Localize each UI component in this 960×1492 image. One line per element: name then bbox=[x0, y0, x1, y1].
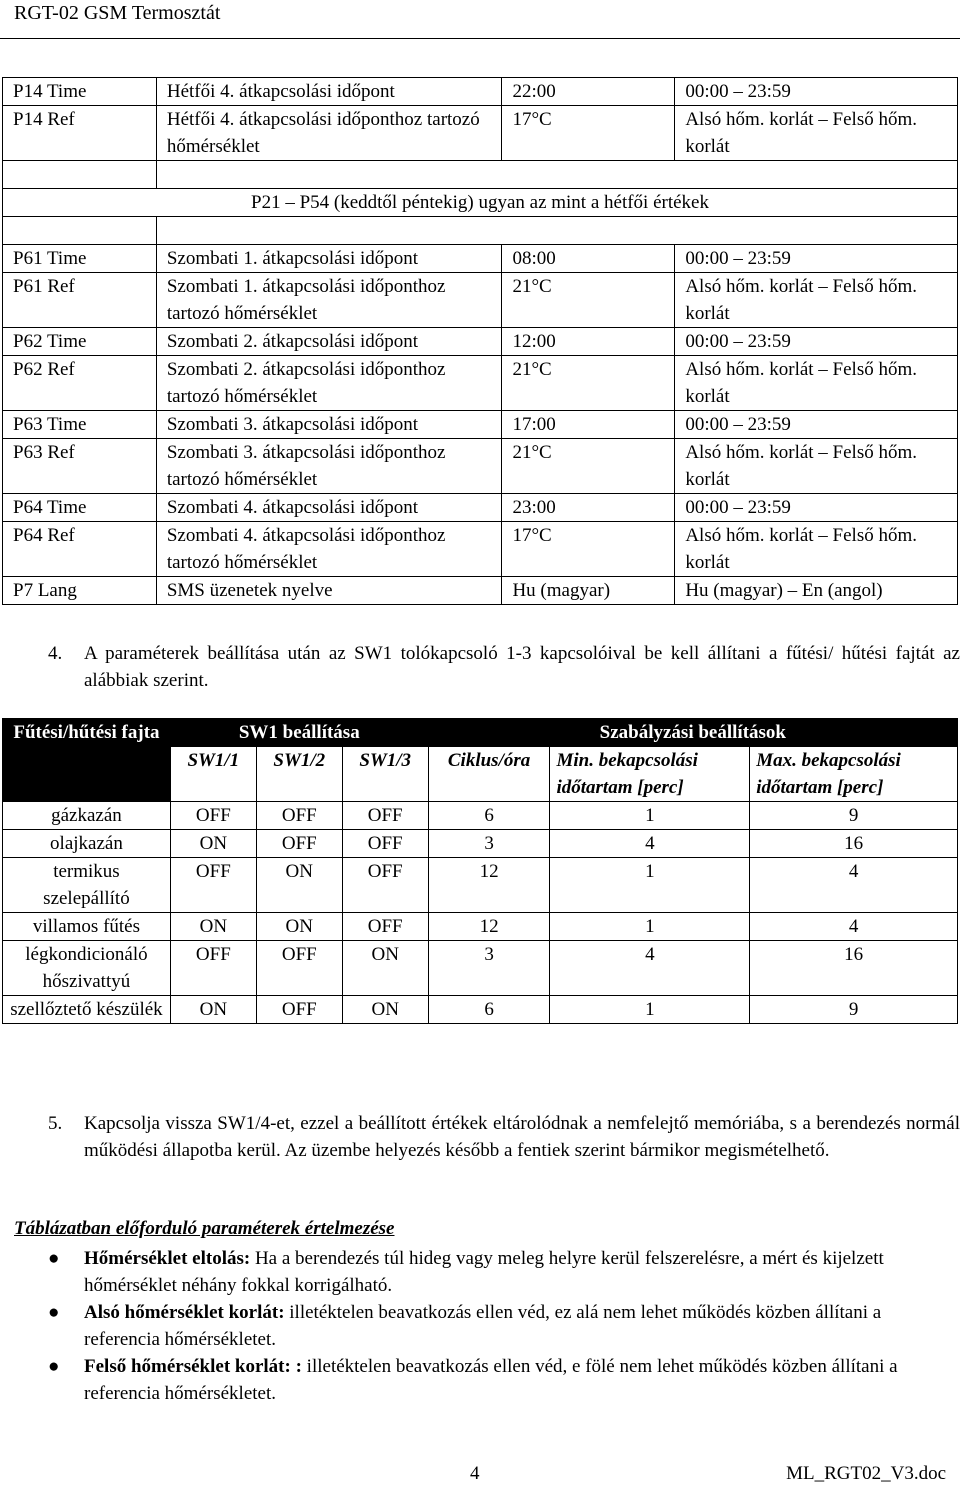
parameter-default: 08:00 bbox=[502, 245, 675, 273]
parameter-code: P14 Ref bbox=[3, 106, 157, 161]
heating-type-name: szellőztető készülék bbox=[3, 996, 171, 1024]
empty-cell bbox=[156, 161, 957, 189]
parameter-description: Szombati 1. átkapcsolási időpont bbox=[156, 245, 502, 273]
sw-value-cell: OFF bbox=[256, 941, 342, 996]
parameter-range: 00:00 – 23:59 bbox=[675, 78, 958, 106]
sw-value-cell: OFF bbox=[342, 913, 428, 941]
parameter-code: P64 Ref bbox=[3, 522, 157, 577]
definition-text: illetéktelen beavatkozás ellen véd, e fölé nem lehet működés közben állítani a referencia hőmérsékletet. bbox=[84, 1356, 898, 1404]
parameter-code: P63 Time bbox=[3, 411, 157, 439]
sw-value-cell: ON bbox=[342, 941, 428, 996]
sw-table-row bbox=[3, 802, 958, 830]
parameter-code: P61 Ref bbox=[3, 273, 157, 328]
parameter-default: 17°C bbox=[502, 522, 675, 577]
header-divider bbox=[0, 38, 960, 39]
parameter-code: P64 Time bbox=[3, 494, 157, 522]
heating-type-name: légkondicionáló hőszivattyú bbox=[3, 941, 171, 996]
sw-value-cell: 1 bbox=[550, 858, 750, 913]
parameter-code: P14 Time bbox=[3, 78, 157, 106]
sw-value-cell: 4 bbox=[550, 830, 750, 858]
parameter-default: 21°C bbox=[502, 439, 675, 494]
parameter-default: 21°C bbox=[502, 356, 675, 411]
parameter-range: Alsó hőm. korlát – Felső hőm. korlát bbox=[675, 522, 958, 577]
parameter-range: Hu (magyar) – En (angol) bbox=[675, 577, 958, 605]
parameter-description: Hétfői 4. átkapcsolási időpont bbox=[156, 78, 502, 106]
sw-value-cell: OFF bbox=[342, 858, 428, 913]
sw-value-cell: 4 bbox=[550, 941, 750, 996]
heating-type-name: gázkazán bbox=[3, 802, 171, 830]
parameter-default: 21°C bbox=[502, 273, 675, 328]
heating-type-name: termikus szelepállító bbox=[3, 858, 171, 913]
parameter-row bbox=[3, 78, 958, 106]
page-header-title: RGT-02 GSM Termosztát bbox=[14, 2, 221, 24]
sw-value-cell: OFF bbox=[256, 802, 342, 830]
sw-value-cell: 12 bbox=[428, 858, 550, 913]
definition-item bbox=[48, 1299, 928, 1353]
parameter-description: Szombati 2. átkapcsolási időponthoz tartozó hőmérséklet bbox=[156, 356, 502, 411]
sw-value-cell: OFF bbox=[170, 802, 256, 830]
parameter-description: Szombati 1. átkapcsolási időponthoz tartozó hőmérséklet bbox=[156, 273, 502, 328]
definition-item bbox=[48, 1353, 928, 1407]
bullet-icon: ● bbox=[48, 1248, 60, 1269]
sw-value-cell: 1 bbox=[550, 913, 750, 941]
sw-value-cell: ON bbox=[256, 858, 342, 913]
parameter-code: P7 Lang bbox=[3, 577, 157, 605]
sw-table-row bbox=[3, 941, 958, 996]
parameter-range: Alsó hőm. korlát – Felső hőm. korlát bbox=[675, 356, 958, 411]
sw-value-cell: OFF bbox=[256, 830, 342, 858]
bullet-icon: ● bbox=[48, 1302, 60, 1323]
parameter-range: 00:00 – 23:59 bbox=[675, 494, 958, 522]
heating-type-name: villamos fűtés bbox=[3, 913, 171, 941]
parameter-range: Alsó hőm. korlát – Felső hőm. korlát bbox=[675, 106, 958, 161]
definitions-list bbox=[48, 1245, 928, 1407]
parameter-table bbox=[2, 77, 958, 605]
sw-subheader-cell: SW1/3 bbox=[342, 747, 428, 802]
definition-item bbox=[48, 1245, 928, 1299]
parameter-row bbox=[3, 328, 958, 356]
empty-cell bbox=[156, 217, 957, 245]
sw-value-cell: ON bbox=[342, 996, 428, 1024]
sw-value-cell: 12 bbox=[428, 913, 550, 941]
bullet-icon: ● bbox=[48, 1356, 60, 1377]
sw-value-cell: 6 bbox=[428, 996, 550, 1024]
sw-value-cell: OFF bbox=[170, 858, 256, 913]
header-regulation-settings: Szabályzási beállítások bbox=[428, 719, 957, 747]
sw-table-row bbox=[3, 913, 958, 941]
heating-type-name: olajkazán bbox=[3, 830, 171, 858]
parameter-span-note: P21 – P54 (keddtől péntekig) ugyan az mint a hétfői értékek bbox=[3, 189, 958, 217]
parameter-row bbox=[3, 245, 958, 273]
parameter-row bbox=[3, 356, 958, 411]
switch-settings-table bbox=[2, 718, 958, 1024]
parameter-row bbox=[3, 439, 958, 494]
parameter-description: Hétfői 4. átkapcsolási időponthoz tartozó hőmérséklet bbox=[156, 106, 502, 161]
sw-value-cell: 3 bbox=[428, 830, 550, 858]
sw-value-cell: 4 bbox=[750, 858, 958, 913]
sw-subheader-cell: SW1/2 bbox=[256, 747, 342, 802]
sw-value-cell: ON bbox=[170, 996, 256, 1024]
parameter-default: Hu (magyar) bbox=[502, 577, 675, 605]
sw-subheader-cell: SW1/1 bbox=[170, 747, 256, 802]
parameter-row bbox=[3, 273, 958, 328]
step-5-text: Kapcsolja vissza SW1/4-et, ezzel a beállított értékek eltárolódnak a nemfelejtő memóriába, s a berendezés normál működési állapotba kerül. Az üzembe helyezés később a fentiek szerint bármikor megismételhető. bbox=[84, 1113, 960, 1161]
parameter-range: 00:00 – 23:59 bbox=[675, 411, 958, 439]
parameter-row bbox=[3, 217, 958, 245]
step-4-number: 4. bbox=[48, 643, 63, 664]
sw-value-cell: ON bbox=[256, 913, 342, 941]
parameter-row bbox=[3, 494, 958, 522]
sw-value-cell: ON bbox=[170, 913, 256, 941]
sw-value-cell: OFF bbox=[256, 996, 342, 1024]
parameter-description: Szombati 4. átkapcsolási időponthoz tartozó hőmérséklet bbox=[156, 522, 502, 577]
parameter-description: SMS üzenetek nyelve bbox=[156, 577, 502, 605]
parameter-range: 00:00 – 23:59 bbox=[675, 245, 958, 273]
definition-text: illetéktelen beavatkozás ellen véd, ez alá nem lehet működés közben állítani a referencia hőmérsékletet. bbox=[84, 1302, 882, 1350]
parameter-row bbox=[3, 161, 958, 189]
sw-value-cell: 1 bbox=[550, 802, 750, 830]
sw-subheader-cell: Ciklus/óra bbox=[428, 747, 550, 802]
parameter-default: 12:00 bbox=[502, 328, 675, 356]
sw-subheader-cell: Max. bekapcsolási időtartam [perc] bbox=[750, 747, 958, 802]
sw-value-cell: 3 bbox=[428, 941, 550, 996]
header-sw1-settings: SW1 beállítása bbox=[170, 719, 428, 747]
parameter-code: P62 Ref bbox=[3, 356, 157, 411]
parameter-range: 00:00 – 23:59 bbox=[675, 328, 958, 356]
sw-value-cell: ON bbox=[170, 830, 256, 858]
section-title: Táblázatban előforduló paraméterek értelmezése bbox=[14, 1218, 395, 1239]
empty-cell bbox=[3, 161, 157, 189]
parameter-code: P62 Time bbox=[3, 328, 157, 356]
page-number: 4 bbox=[470, 1463, 480, 1484]
parameter-default: 17°C bbox=[502, 106, 675, 161]
parameter-row bbox=[3, 189, 958, 217]
parameter-row bbox=[3, 106, 958, 161]
sw-value-cell: 6 bbox=[428, 802, 550, 830]
parameter-range: Alsó hőm. korlát – Felső hőm. korlát bbox=[675, 439, 958, 494]
definition-term: Alsó hőmérséklet korlát: bbox=[84, 1302, 285, 1323]
parameter-range: Alsó hőm. korlát – Felső hőm. korlát bbox=[675, 273, 958, 328]
sw-value-cell: OFF bbox=[342, 802, 428, 830]
document-name: ML_RGT02_V3.doc bbox=[786, 1463, 946, 1484]
step-5-number: 5. bbox=[48, 1113, 63, 1134]
sw-value-cell: OFF bbox=[342, 830, 428, 858]
sw-table-row bbox=[3, 830, 958, 858]
parameter-row bbox=[3, 577, 958, 605]
definition-text: Ha a berendezés túl hideg vagy meleg helyre kerül felszerelésre, a mért és kijelzett hőmérséklet néhány fokkal korrigálható. bbox=[84, 1248, 884, 1296]
sw-value-cell: 9 bbox=[750, 996, 958, 1024]
sw-table-row bbox=[3, 858, 958, 913]
parameter-default: 22:00 bbox=[502, 78, 675, 106]
sw-value-cell: 9 bbox=[750, 802, 958, 830]
parameter-code: P63 Ref bbox=[3, 439, 157, 494]
sw-table-row bbox=[3, 996, 958, 1024]
sw-value-cell: OFF bbox=[170, 941, 256, 996]
header-heating-type: Fűtési/hűtési fajta bbox=[3, 719, 171, 802]
parameter-row bbox=[3, 411, 958, 439]
sw-value-cell: 1 bbox=[550, 996, 750, 1024]
parameter-row bbox=[3, 522, 958, 577]
sw-value-cell: 4 bbox=[750, 913, 958, 941]
parameter-default: 23:00 bbox=[502, 494, 675, 522]
sw-value-cell: 16 bbox=[750, 941, 958, 996]
definition-term: Felső hőmérséklet korlát: : bbox=[84, 1356, 302, 1377]
sw-value-cell: 16 bbox=[750, 830, 958, 858]
parameter-code: P61 Time bbox=[3, 245, 157, 273]
parameter-default: 17:00 bbox=[502, 411, 675, 439]
parameter-description: Szombati 2. átkapcsolási időpont bbox=[156, 328, 502, 356]
empty-cell bbox=[3, 217, 157, 245]
parameter-description: Szombati 4. átkapcsolási időpont bbox=[156, 494, 502, 522]
parameter-description: Szombati 3. átkapcsolási időponthoz tartozó hőmérséklet bbox=[156, 439, 502, 494]
sw-subheader-cell: Min. bekapcsolási időtartam [perc] bbox=[550, 747, 750, 802]
definition-term: Hőmérséklet eltolás: bbox=[84, 1248, 251, 1269]
parameter-description: Szombati 3. átkapcsolási időpont bbox=[156, 411, 502, 439]
step-4-text: A paraméterek beállítása után az SW1 tolókapcsoló 1-3 kapcsolóival be kell állítani a fűtési/ hűtési fajtát az alábbiak szerint. bbox=[84, 643, 960, 691]
